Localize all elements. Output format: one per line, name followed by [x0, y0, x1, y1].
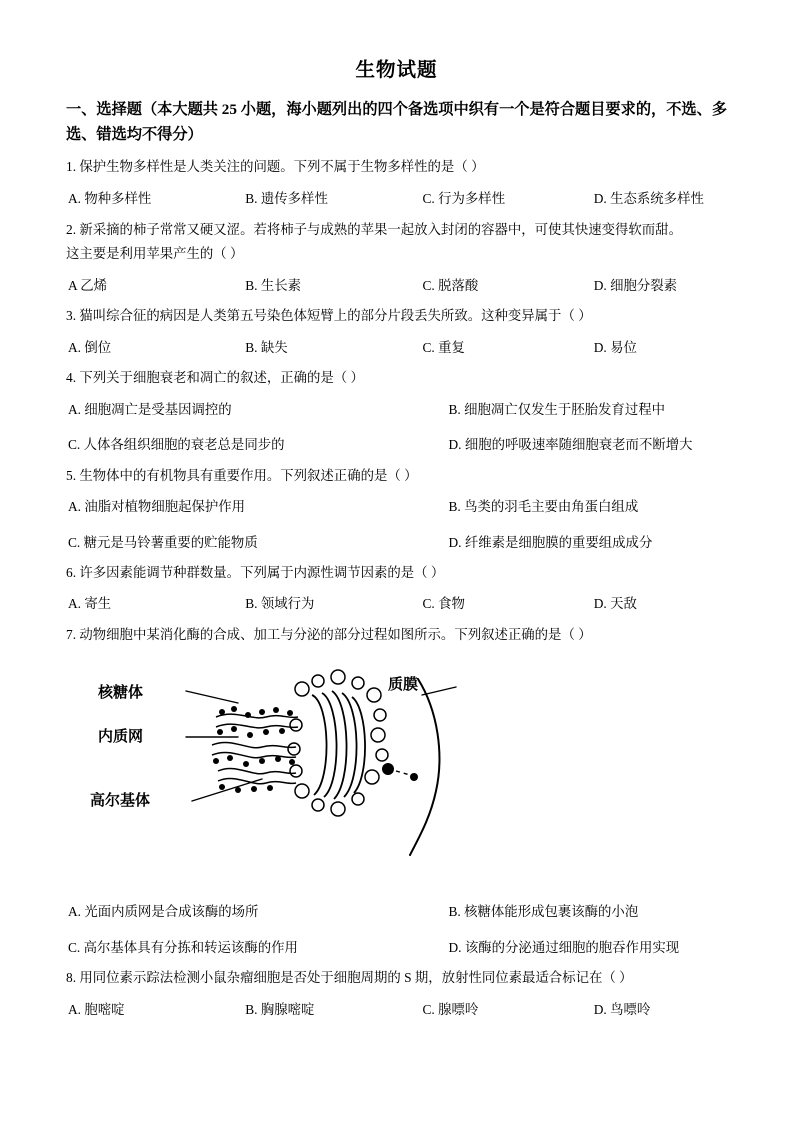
question-2-stem-continued: 这主要是利用苹果产生的（ ） [66, 245, 244, 261]
question-5-option-d[interactable]: D. 纤维素是细胞膜的重要组成成分 [448, 534, 653, 550]
question-7-option-b[interactable]: B. 核糖体能形成包裹该酶的小泡 [448, 904, 639, 920]
question-1-stem: 1. 保护生物多样性是人类关注的问题。下列不属于生物多样性的是（ ） [66, 159, 485, 175]
question-5-option-b[interactable]: B. 鸟类的羽毛主要由角蛋白组成 [448, 499, 639, 515]
question-7-option-a[interactable]: A. 光面内质网是合成该酶的场所 [68, 904, 259, 920]
question-4-options [66, 399, 727, 456]
question-1-option-a[interactable]: A. 物种多样性 [68, 190, 152, 206]
page-bottom-spacer [66, 1020, 727, 1034]
question-5-option-c[interactable]: C. 糖元是马铃薯重要的贮能物质 [68, 534, 258, 550]
question-2-option-a[interactable]: A 乙烯 [68, 278, 108, 294]
question-7-stem: 7. 动物细胞中某消化酶的合成、加工与分泌的部分过程如图所示。下列叙述正确的是（ ） [66, 626, 592, 642]
page-title: 生物试题 [355, 60, 438, 81]
question-5-options [66, 496, 727, 553]
question-8 [66, 967, 727, 1020]
question-6-option-d[interactable]: D. 天敌 [593, 596, 637, 612]
question-4 [66, 367, 727, 455]
question-6-option-a[interactable]: A. 寄生 [68, 596, 112, 612]
question-8-option-a[interactable]: A. 胞嘧啶 [68, 1001, 125, 1017]
question-7-options [66, 901, 727, 958]
question-3-option-b[interactable]: B. 缺失 [245, 339, 288, 355]
question-4-option-d[interactable]: D. 细胞的呼吸速率随细胞衰老而不断增大 [448, 437, 693, 453]
question-5-stem: 5. 生物体中的有机物具有重要作用。下列叙述正确的是（ ） [66, 467, 418, 483]
figure-label-endoplasmic-reticulum: 内质网 [98, 729, 144, 746]
question-2-stem: 2. 新采摘的柿子常常又硬又涩。若将柿子与成熟的苹果一起放入封闭的容器中，可使其快速变得软而甜。 [66, 222, 682, 238]
question-2-option-d[interactable]: D. 细胞分裂素 [593, 278, 678, 294]
question-3-option-d[interactable]: D. 易位 [593, 339, 637, 355]
question-6-stem: 6. 许多因素能调节种群数量。下列属于内源性调节因素的是（ ） [66, 564, 445, 580]
question-2 [66, 218, 727, 296]
question-6 [66, 562, 727, 615]
question-7-option-d[interactable]: D. 该酶的分泌通过细胞的胞吞作用实现 [448, 939, 680, 955]
question-5-option-a[interactable]: A. 油脂对植物细胞起保护作用 [68, 499, 246, 515]
question-2-option-b[interactable]: B. 生长素 [245, 278, 302, 294]
question-8-option-c[interactable]: C. 腺嘌呤 [422, 1001, 479, 1017]
question-1-option-c[interactable]: C. 行为多样性 [422, 190, 506, 206]
figure-label-ribosome: 核糖体 [98, 685, 144, 702]
question-6-option-c[interactable]: C. 食物 [422, 596, 465, 612]
question-7-option-c[interactable]: C. 高尔基体具有分拣和转运该酶的作用 [68, 939, 298, 955]
question-7 [66, 624, 727, 958]
section-heading: 一、选择题（本大题共 25 小题，海小题列出的四个备选项中织有一个是符合题目要求的，不选、多选、错选均不得分） [66, 101, 727, 143]
question-8-options [66, 999, 727, 1020]
question-1-option-b[interactable]: B. 遗传多样性 [245, 190, 328, 206]
question-7-figure [66, 659, 727, 891]
question-3-option-a[interactable]: A. 倒位 [68, 339, 112, 355]
question-1-option-d[interactable]: D. 生态系统多样性 [593, 190, 704, 206]
question-3-option-c[interactable]: C. 重复 [422, 339, 465, 355]
question-2-option-c[interactable]: C. 脱落酸 [422, 278, 479, 294]
question-8-option-b[interactable]: B. 胸腺嘧啶 [245, 1001, 315, 1017]
question-2-options [66, 275, 727, 296]
figure-label-plasma-membrane: 质膜 [388, 677, 419, 694]
question-8-stem: 8. 用同位素示踪法检测小鼠杂瘤细胞是否处于细胞周期的 S 期，放射性同位素最适合标记在（ ） [66, 970, 633, 986]
question-3-options [66, 337, 727, 358]
figure-label-golgi-apparatus: 高尔基体 [90, 793, 151, 810]
question-3 [66, 305, 727, 358]
question-4-option-c[interactable]: C. 人体各组织细胞的衰老总是同步的 [68, 437, 285, 453]
question-4-option-b[interactable]: B. 细胞凋亡仅发生于胚胎发育过程中 [448, 401, 665, 417]
question-6-options [66, 593, 727, 614]
question-5 [66, 465, 727, 553]
question-1-options [66, 188, 727, 209]
question-4-stem: 4. 下列关于细胞衰老和凋亡的叙述，正确的是（ ） [66, 370, 364, 386]
question-6-option-b[interactable]: B. 领域行为 [245, 596, 315, 612]
question-3-stem: 3. 猫叫综合征的病因是人类第五号染色体短臂上的部分片段丢失所致。这种变异属于（ ） [66, 308, 592, 324]
question-8-option-d[interactable]: D. 鸟嘌呤 [593, 1001, 651, 1017]
question-1 [66, 156, 727, 209]
question-4-option-a[interactable]: A. 细胞凋亡是受基因调控的 [68, 401, 232, 417]
